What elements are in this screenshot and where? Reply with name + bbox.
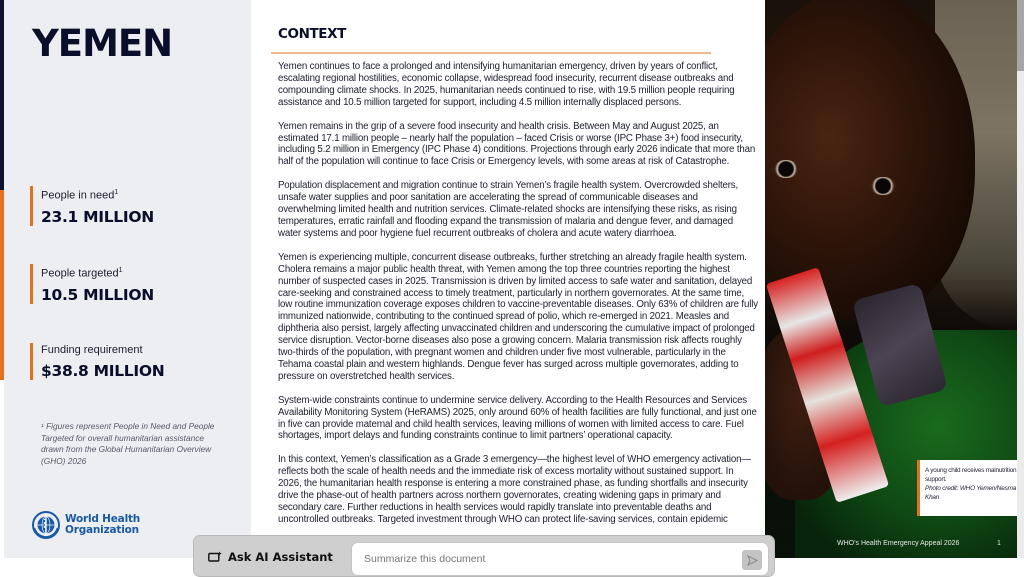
send-icon [747, 555, 758, 566]
who-logo-text [65, 514, 140, 536]
photo-child-head [765, 0, 975, 320]
section-title: CONTEXT [278, 26, 346, 42]
photo-caption [917, 460, 1017, 516]
stat-value: 23.1 MILLION [41, 207, 154, 226]
ai-question-input[interactable] [351, 542, 769, 576]
context-paragraph: Population displacement and migration continue to strain Yemen’s fragile health system. Overcrowded shelters, unsafe water supplies and poor sanitation are accelerating the spread of communicable diseases and overwhelming limited health and nutrition services. Climate-related shocks are intensifying these risks, as rising temperatures, erratic rainfall and flooding expand the transmission of malaria and dengue fever, and damaged water systems and poor hygiene fuel recurrent outbreaks of cholera and acute watery diarrhoea. [278, 180, 739, 239]
stat-label: People targeted$^1$ [41, 267, 123, 280]
context-section [251, 0, 765, 558]
title-divider [271, 52, 711, 54]
context-paragraph: Yemen continues to face a prolonged and intensifying humanitarian emergency, driven by years of conflict, escalating regional hostilities, economic collapse, widespread food insecurity, recurrent disease outbreaks and compounding climate shocks. In 2025, humanitarian needs continued to rise, with 19.5 million people requiring assistance and 10.5 million targeted for support, including 4.5 million internally displaced persons. [278, 61, 735, 108]
stat-label: Funding requirement [41, 344, 143, 356]
summary-sidebar [0, 0, 251, 558]
send-button[interactable] [742, 550, 762, 570]
stat-value: 10.5 MILLION [41, 285, 154, 304]
caption-text: A young child receives malnutrition support. [925, 467, 1017, 483]
figures-footnote: ¹ Figures represent People in Need and People Targeted for overall humanitarian assistance drawn from the Global Humanitarian Overview (GHO) 2026 [41, 421, 215, 466]
sidebar-edge-orange [0, 190, 4, 380]
photo-credit: Photo credit: WHO Yemen/Nesma Khan [925, 485, 1017, 501]
stat-people-targeted [30, 264, 241, 304]
country-title: YEMEN [32, 22, 173, 65]
sidebar-edge-navy [0, 0, 4, 190]
who-logo [31, 510, 140, 540]
ai-assistant-bar [193, 535, 775, 577]
context-paragraph: System-wide constraints continue to undermine service delivery. According to the Health Resources and Services Availability Monitoring System (HeRAMS) 2025, only around 60% of health facilities are fully functional, and just one in five can provide maternal and child health services, leaving millions of women with limited access to care. Fuel shortages, import delays and funding constraints continue to limit partners’ operational capacity. [278, 394, 757, 442]
chat-sparkle-icon [208, 551, 222, 563]
stat-value: $38.8 MILLION [41, 362, 165, 380]
page-footer-title: WHO’s Health Emergency Appeal 2026 [837, 540, 960, 547]
context-paragraph: In this context, Yemen’s classification as a Grade 3 emergency—the highest level of WHO emergency activation—reflects both the scale of health needs and the immediate risk of excess mortality without sustained support. In 2026, the humanitarian health response is entering a more constrained phase, as funding shortfalls and insecurity drive the phase-out of health partners across northern governorates, creating widening gaps in primary and secondary care. Further reductions in health services would rapidly translate into preventable deaths and uncontrolled outbreaks. Targeted investment through WHO can protect life-saving services, contain epidemic [278, 454, 751, 525]
photo-eye [773, 160, 799, 178]
context-paragraph: Yemen remains in the grip of a severe food insecurity and health crisis. Between May and August 2025, an estimated 17.1 million people – nearly half the population – faced Crisis or worse (IPC Phase 3+) food insecurity, including 5.2 million in Emergency (IPC Phase 4) conditions. Projections through early 2026 indicate that more than half of the population will continue to face Crisis or Emergency levels, with some areas at risk of Catastrophe. [278, 120, 756, 168]
stat-people-in-need [30, 186, 241, 226]
photo-eye [870, 177, 896, 195]
who-logo-line2: Organization [65, 524, 139, 536]
page-number: 1 [997, 540, 1001, 547]
sidebar-edge-white [0, 380, 4, 558]
who-emblem-icon [31, 510, 61, 540]
ai-assistant-label[interactable] [208, 550, 333, 564]
context-paragraph: Yemen is experiencing multiple, concurrent disease outbreaks, further stretching an already fragile health system. Cholera remains a major public health threat, with Yemen among the top three countries reporting the highest number of suspected cases in 2025. Transmission is driven by limited access to safe water and sanitation, delayed care-seeking and constrained access to timely treatment, particularly in northern governorates. At the same time, low routine immunization coverage exposes children to vaccine-preventable diseases. Only 63% of children are fully immunized nationwide, contributing to the continued spread of polio, which re-emerged in 2021. Measles and diphtheria also persist, largely affecting unvaccinated children and underscoring the cumulative impact of prolonged service disruption. Vector-borne diseases also pose a growing concern. Malaria transmission risk affects roughly two-thirds of the population, with pregnant women and children under five most vulnerable, particularly in the Tehama coastal plain and western highlands. Dengue fever has surged across multiple governorates, adding to pressure on overstretched health services. [278, 251, 758, 382]
context-body [278, 61, 758, 538]
scrollbar-thumb[interactable] [1017, 0, 1024, 71]
child-photo [765, 0, 1017, 558]
stat-label: People in need$^1$ [41, 189, 119, 202]
ai-assistant-label-text: Ask AI Assistant [228, 550, 333, 564]
vertical-scrollbar[interactable] [1017, 0, 1024, 558]
who-logo-line1: World Health [65, 513, 141, 525]
stat-funding-requirement [30, 343, 241, 380]
